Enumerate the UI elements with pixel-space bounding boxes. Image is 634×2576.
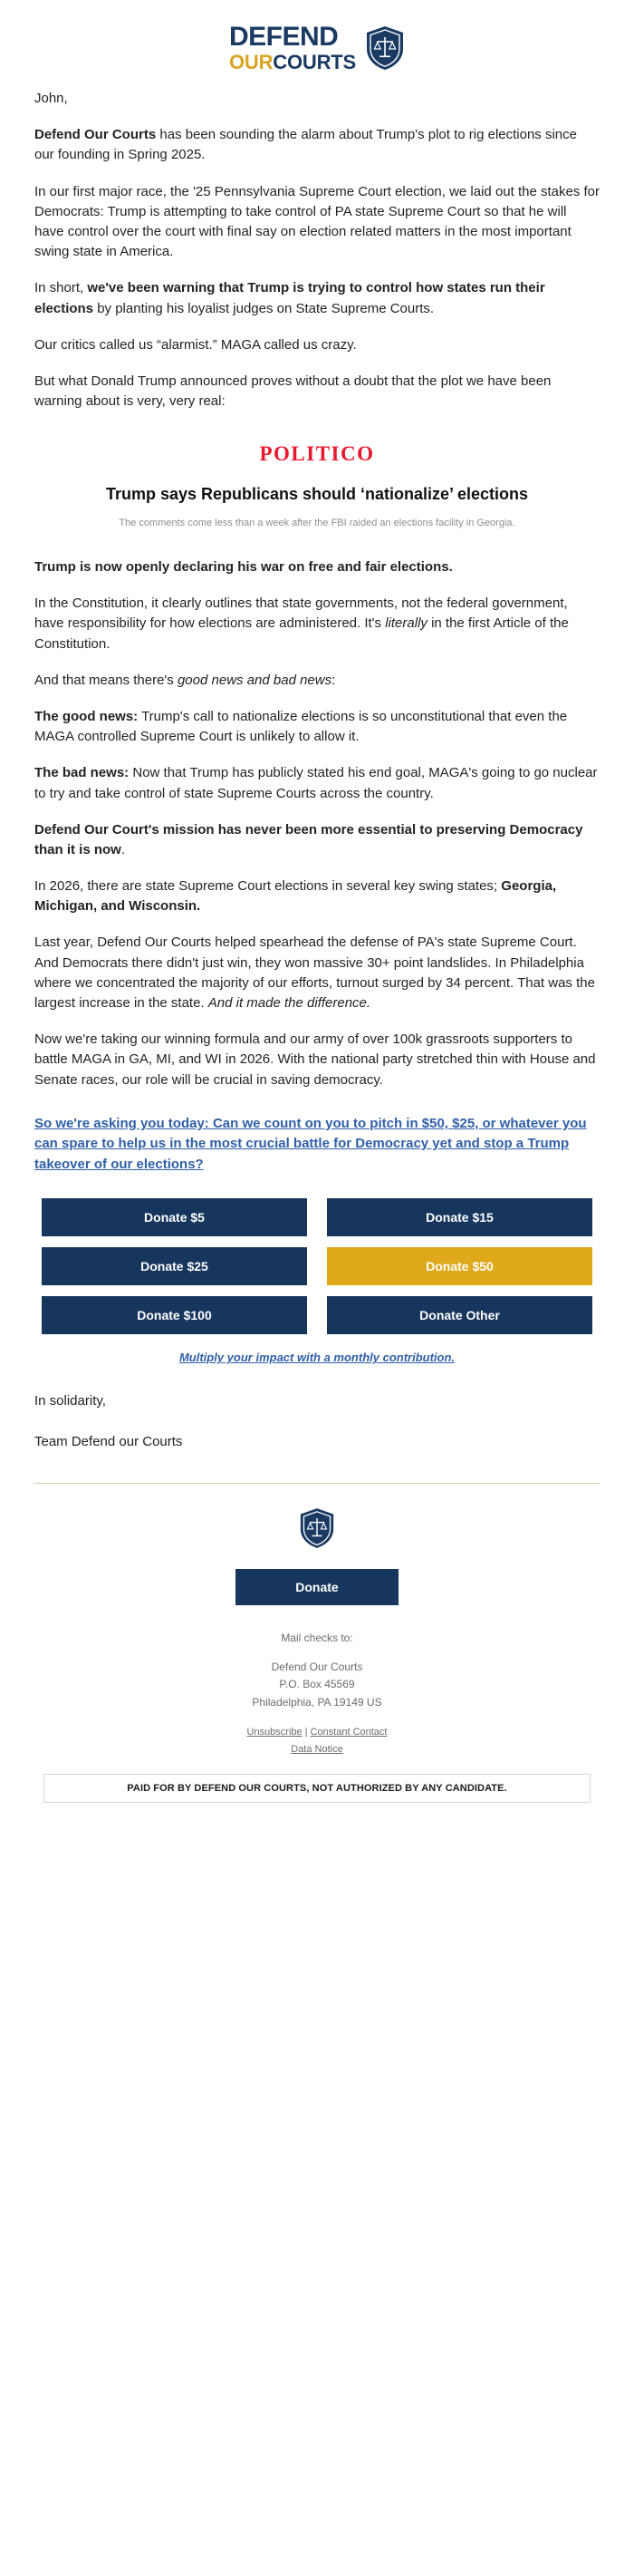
donate-5-button[interactable]: Donate $5 — [42, 1198, 307, 1236]
footer-links — [34, 1724, 600, 1758]
paragraph-intro — [34, 125, 600, 165]
paragraph-constitution — [34, 594, 600, 654]
address-city-state: Philadelphia, PA 19149 US — [252, 1695, 382, 1709]
paragraph-mission-bold: Defend Our Court's mission has never been more essential to preserving Democracy than it is now — [34, 821, 583, 857]
politico-subheadline: The comments come less than a week after the FBI raided an elections facility in Georgia. — [119, 517, 515, 528]
paragraph-intro-bold: Defend Our Courts — [34, 127, 157, 143]
paragraph-last-year-a: Last year, Defend Our Courts helped spearhead the defense of PA's state Supreme Court. And Democrats there didn't just win, they won massive 30+ point landslides. In Philadelphia where we concentrated the majority of our efforts, turnout surged by 34 percent. That was the largest increase in the state. — [34, 935, 595, 1012]
politico-logo: POLITICO — [259, 442, 375, 466]
logo-wordmark — [229, 24, 356, 73]
email-body — [0, 89, 634, 1452]
logo-line-defend: DEFEND — [229, 22, 339, 52]
mail-checks-label: Mail checks to: — [281, 1632, 353, 1645]
paragraph-pa-race: In our first major race, the '25 Pennsylvania Supreme Court election, we laid out the stakes for Democrats: Trump is attempting to take control of PA state Supreme Court so that he will have control over the court with final say on election related matters in the most important swing state in America. — [34, 183, 600, 260]
logo-word-courts: COURTS — [273, 51, 356, 73]
footer-divider — [34, 1483, 600, 1484]
donate-100-button[interactable]: Donate $100 — [42, 1296, 307, 1334]
unsubscribe-link[interactable]: Unsubscribe — [246, 1726, 303, 1738]
paragraph-2026-states — [34, 876, 600, 916]
donate-other-button[interactable]: Donate Other — [327, 1296, 592, 1334]
paragraph-declaring-war-bold: Trump is now openly declaring his war on free and fair elections. — [34, 559, 453, 576]
paragraph-good-news-label: The good news: — [34, 708, 139, 724]
paragraph-in-short — [34, 278, 600, 318]
signoff-line-1: In solidarity, — [34, 1393, 106, 1409]
paragraph-good-news — [34, 707, 600, 747]
monthly-contribution-link[interactable]: Multiply your impact with a monthly contribution. — [178, 1351, 456, 1365]
paragraph-announcement: But what Donald Trump announced proves without a doubt that the plot we have been warning about is very, very real: — [34, 373, 552, 410]
paragraph-winning-formula: Now we're taking our winning formula and our army of over 100k grassroots supporters to battle MAGA in GA, MI, and WI in 2026. With the national party stretched thin with House and Senate races, our role will be crucial in saving democracy. — [34, 1031, 596, 1088]
salutation: John, — [34, 91, 68, 106]
paragraph-good-news-rest: Trump's call to nationalize elections is so unconstitutional that even the MAGA controlled Supreme Court is unlikely to allow it. — [34, 708, 568, 745]
shield-scales-icon — [365, 25, 405, 71]
paragraph-good-bad-a: And that means there's — [34, 672, 178, 688]
footer-link-separator: | — [304, 1726, 308, 1738]
paragraph-2026-bold: Georgia, Michigan, and Wisconsin. — [34, 878, 557, 915]
donate-button-grid — [42, 1198, 592, 1334]
logo-line-our-courts — [229, 53, 356, 73]
email-footer — [0, 1507, 634, 1803]
politico-headline: Trump says Republicans should ‘nationalize’ elections — [105, 485, 529, 504]
politico-article-card[interactable] — [34, 442, 600, 530]
paragraph-mission-rest: . — [120, 841, 126, 857]
paragraph-declaring-war — [34, 557, 600, 577]
paragraph-in-short-tail: by planting his loyalist judges on State Supreme Courts. — [93, 300, 435, 316]
donate-15-button[interactable]: Donate $15 — [327, 1198, 592, 1236]
paragraph-good-bad-b: : — [331, 672, 336, 688]
email-header — [0, 0, 634, 89]
paragraph-constitution-b: in the first Article of the Constitution. — [34, 615, 569, 652]
paragraph-constitution-a: In the Constitution, it clearly outlines that state governments, not the federal government, have responsibility for how elections are administered. It's — [34, 596, 568, 632]
paragraph-bad-news — [34, 763, 600, 803]
paragraph-good-bad-lead — [34, 671, 600, 691]
paragraph-bad-news-label: The bad news: — [34, 765, 130, 781]
address-org: Defend Our Courts — [271, 1661, 363, 1674]
constant-contact-link[interactable]: Constant Contact — [310, 1726, 388, 1738]
paragraph-bad-news-rest: Now that Trump has publicly stated his end goal, MAGA's going to go nuclear to try and take control of state Supreme Courts across the country. — [34, 765, 598, 801]
paragraph-constitution-em: literally — [385, 615, 427, 632]
address-po-box: P.O. Box 45569 — [279, 1678, 355, 1691]
cta-ask-link[interactable]: So we're asking you today: Can we count on you to pitch in $50, $25, or whatever you can spare to help us in the most crucial battle for Democracy yet and stop a Trump takeover of our elections? — [34, 1115, 587, 1172]
paid-for-disclaimer: PAID FOR BY DEFEND OUR COURTS, NOT AUTHORIZED BY ANY CANDIDATE. — [43, 1774, 591, 1803]
mailing-address — [34, 1659, 600, 1711]
data-notice-link[interactable]: Data Notice — [291, 1743, 343, 1755]
paragraph-in-short-bold: we've been warning that Trump is trying to control how states run their elections — [34, 280, 545, 316]
footer-shield-icon — [34, 1507, 600, 1549]
paragraph-last-year-em: And it made the difference. — [207, 995, 371, 1012]
paragraph-good-bad-em: good news and bad news — [177, 672, 332, 688]
paragraph-mission — [34, 820, 600, 860]
donate-25-button[interactable]: Donate $25 — [42, 1247, 307, 1285]
paragraph-intro-rest: has been sounding the alarm about Trump's plot to rig elections since our founding in Spring 2025. — [34, 127, 577, 163]
paragraph-critics: Our critics called us “alarmist.” MAGA called us crazy. — [34, 336, 357, 353]
brand-logo[interactable] — [229, 24, 405, 73]
paragraph-2026-a: In 2026, there are state Supreme Court elections in several key swing states; — [34, 878, 502, 895]
paragraph-in-short-lead: In short, — [34, 280, 88, 296]
logo-word-our: OUR — [229, 51, 274, 73]
footer-donate-button[interactable]: Donate — [235, 1569, 399, 1605]
signoff-line-2: Team Defend our Courts — [34, 1433, 183, 1449]
donate-50-button[interactable]: Donate $50 — [327, 1247, 592, 1285]
paragraph-last-year — [34, 933, 600, 1013]
